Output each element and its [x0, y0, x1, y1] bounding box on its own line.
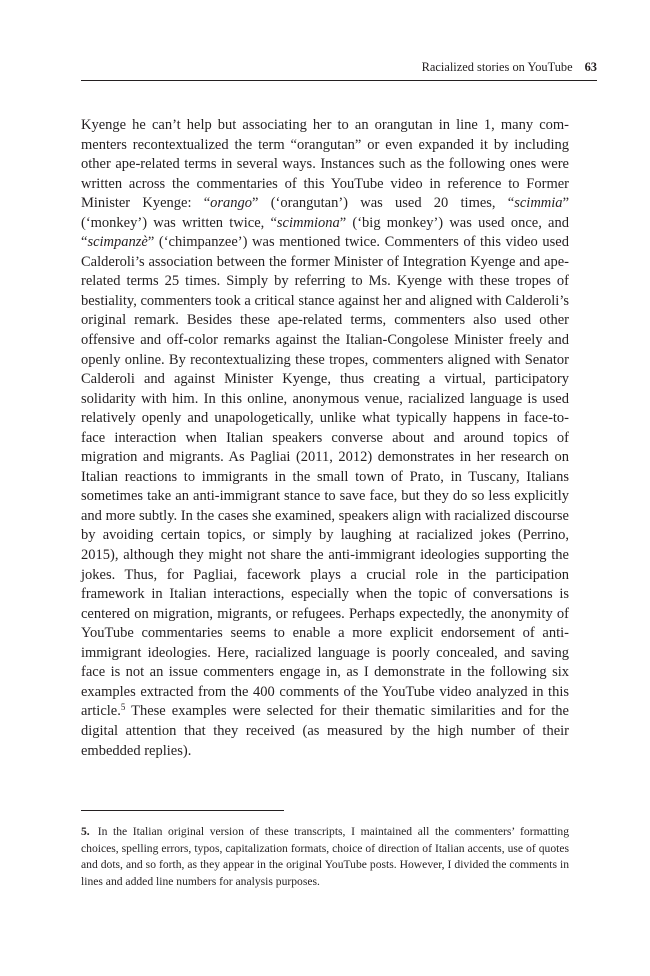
- footnote-rule: [81, 810, 284, 811]
- running-title: Racialized stories on YouTube: [421, 60, 573, 74]
- term-scimpanze: scimpanzè: [87, 234, 148, 251]
- body-text-segment: ” (‘chimpanzee’) was mentioned twice. Commenters of this video used Calderoli’s association between the former Minister of Integration Kyenge and ape-related terms 25 times. Simply by referring to Ms. Kyenge with these tropes of bestiality, commenters took a critical stance against her and aligned with Calderoli’s original remark. Besides these ape-related terms, commenters also used other offensive and off-color remarks against the Italian-Congolese Minister freely and openly online. By recontextualizing these tropes, commenters aligned with Senator Calderoli and against Minister Kyenge, thus creating a virtual, participatory solidarity with him. In this online, anonymous venue, racialized language is used relatively openly and unapologetically, unlike what typically happens in face-to-face interaction when Italian speakers converse about and around topics of migration and migrants. As Pagliai (2011, 2012) demonstrates in her research on Italian reactions to immigrants in the small town of Prato, in Tuscany, Italians sometimes take an anti-immigrant stance to save face, but they do so less explicitly and more subtly. In the cases she examined, speakers align with racialized discourse by avoiding certain topics, or simply by laughing at racialized jokes (Perrino, 2015), although they might not share the anti-immigrant ideologies supporting the jokes. Thus, for Pagliai, facework plays a crucial role in the participation framework in Italian interactions, especially when the topic of conversations is centered on migration, migrants, or refugees. Perhaps expectedly, the anonymity of YouTube commentaries seems to enable a more explicit endorsement of anti-immigrant ideologies. Here, racialized language is poorly concealed, and saving face is not an issue commenters engage in, as I demonstrate in the following six examples extracted from the 400 comments of the YouTube video analyzed in this article.: [81, 234, 569, 720]
- body-text-segment: ” (‘big monkey’) was used once, and “: [81, 214, 569, 251]
- term-scimmia: scimmia: [514, 195, 563, 212]
- body-paragraph: [81, 116, 569, 761]
- body-text-segment: Kyenge he can’t help but associating her to an orangutan in line 1, many commenters recontextualized the term “orangutan” or even expanded it by including other ape-related terms in several ways. Instances such as the following ones were written across the commentaries of this YouTube video in reference to Former Minister Kyenge: “: [81, 117, 569, 212]
- running-header: [81, 59, 597, 75]
- term-orango: orango: [210, 195, 253, 212]
- footnote: [81, 824, 569, 890]
- body-text-segment: ” (‘orangutan’) was used 20 times, “: [252, 195, 515, 212]
- footnote-number: 5.: [81, 825, 90, 838]
- page-number: 63: [584, 60, 597, 74]
- body-text-segment: ” (‘monkey’) was written twice, “: [81, 195, 569, 231]
- footnote-reference[interactable]: 5: [120, 702, 126, 713]
- term-scimmiona: scimmiona: [276, 214, 340, 231]
- header-rule: [81, 80, 597, 81]
- body-text-segment: These examples were selected for their thematic similarities and for the digital attention that they received (as measured by the high number of their embedded replies).: [81, 703, 569, 759]
- footnote-text: In the Italian original version of these transcripts, I maintained all the commenters’ formatting choices, spelling errors, typos, capitalization formats, choice of direction of Italian accents, use of quotes and dots, and so forth, as they appear in the original YouTube posts. However, I divided the comments in lines and added line numbers for analysis purposes.: [81, 825, 569, 888]
